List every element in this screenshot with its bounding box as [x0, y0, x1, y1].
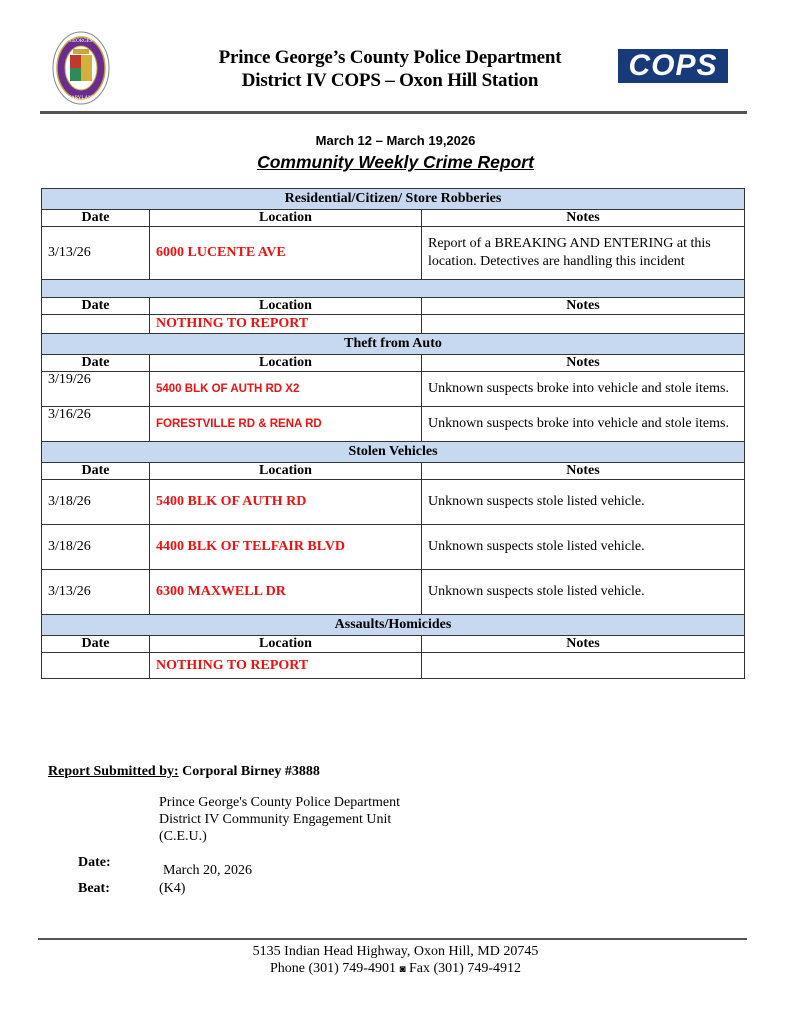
row-date	[42, 315, 150, 334]
row-notes	[422, 653, 745, 679]
section-title	[42, 280, 745, 298]
row-notes: Unknown suspects stole listed vehicle.	[422, 570, 745, 615]
section-header-theft-from-auto	[42, 334, 745, 355]
separator-icon: ◙	[399, 964, 406, 975]
svg-text:GEORGES: GEORGES	[69, 39, 93, 44]
table-row	[42, 525, 745, 570]
report-date-range: March 12 – March 19,2026	[315, 133, 476, 148]
column-notes: Notes	[422, 463, 745, 480]
svg-text:MARYLAND: MARYLAND	[66, 96, 96, 101]
column-location: Location	[150, 463, 422, 480]
section-title: Stolen Vehicles	[42, 442, 745, 463]
row-location: 6000 LUCENTE AVE	[150, 227, 422, 280]
column-header-row	[42, 355, 745, 372]
cops-logo-text: COPS	[628, 49, 718, 82]
column-date: Date	[42, 636, 150, 653]
row-location: 6300 MAXWELL DR	[150, 570, 422, 615]
crime-report-table	[41, 188, 745, 679]
row-date: 3/16/26	[42, 407, 150, 442]
submitting-unit	[159, 794, 400, 845]
table-row	[42, 407, 745, 442]
column-location: Location	[150, 636, 422, 653]
row-location: 4400 BLK OF TELFAIR BLVD	[150, 525, 422, 570]
row-date	[42, 653, 150, 679]
column-date: Date	[42, 463, 150, 480]
row-notes: Unknown suspects stole listed vehicle.	[422, 480, 745, 525]
report-title: Community Weekly Crime Report	[257, 152, 534, 172]
row-date: 3/18/26	[42, 480, 150, 525]
footer-address: 5135 Indian Head Highway, Oxon Hill, MD 20745	[252, 944, 539, 959]
section-header-stolen-vehicles	[42, 442, 745, 463]
table-row	[42, 480, 745, 525]
row-date: 3/13/26	[42, 227, 150, 280]
section-header-assaults-homicides	[42, 615, 745, 636]
date-label: Date:	[78, 855, 111, 870]
department-title	[130, 46, 650, 92]
column-date: Date	[42, 210, 150, 227]
submitted-by-label: Report Submitted by:	[48, 764, 179, 779]
column-header-row	[42, 636, 745, 653]
column-notes: Notes	[422, 298, 745, 315]
column-header-row	[42, 210, 745, 227]
column-location: Location	[150, 298, 422, 315]
row-notes: Unknown suspects stole listed vehicle.	[422, 525, 745, 570]
column-notes: Notes	[422, 355, 745, 372]
table-row	[42, 227, 745, 280]
row-location: NOTHING TO REPORT	[150, 315, 422, 334]
row-location: FORESTVILLE RD & RENA RD	[150, 407, 422, 442]
footer-divider	[38, 938, 747, 940]
table-row	[42, 653, 745, 679]
footer	[0, 943, 791, 978]
column-location: Location	[150, 355, 422, 372]
row-date: 3/19/26	[42, 372, 150, 407]
column-date: Date	[42, 298, 150, 315]
section-header-robberies	[42, 189, 745, 210]
column-header-row	[42, 298, 745, 315]
column-notes: Notes	[422, 210, 745, 227]
beat-label: Beat:	[78, 881, 110, 896]
beat-value: (K4)	[159, 881, 186, 896]
report-submitted-by	[48, 764, 320, 780]
column-date: Date	[42, 355, 150, 372]
table-row	[42, 372, 745, 407]
section-title: Assaults/Homicides	[42, 615, 745, 636]
column-location: Location	[150, 210, 422, 227]
section-header-blank	[42, 280, 745, 298]
row-notes: Report of a BREAKING AND ENTERING at this location. Detectives are handling this incident	[422, 227, 745, 280]
section-title: Theft from Auto	[42, 334, 745, 355]
station-name: District IV COPS – Oxon Hill Station	[241, 70, 539, 91]
department-name: Prince George’s County Police Department	[218, 47, 562, 68]
row-notes: Unknown suspects broke into vehicle and stole items.	[422, 407, 745, 442]
submitting-officer: Corporal Birney #3888	[178, 764, 320, 779]
row-location: 5400 BLK OF AUTH RD	[150, 480, 422, 525]
footer-fax: Fax (301) 749-4912	[409, 961, 522, 976]
unit-line-2: District IV Community Engagement Unit	[159, 812, 392, 827]
table-row	[42, 315, 745, 334]
table-row	[42, 570, 745, 615]
row-notes: Unknown suspects broke into vehicle and stole items.	[422, 372, 745, 407]
cops-logo	[618, 49, 728, 83]
section-title: Residential/Citizen/ Store Robberies	[42, 189, 745, 210]
unit-line-3: (C.E.U.)	[159, 829, 207, 844]
row-location: 5400 BLK OF AUTH RD X2	[150, 372, 422, 407]
footer-phone: Phone (301) 749-4901	[269, 961, 396, 976]
column-header-row	[42, 463, 745, 480]
row-date: 3/18/26	[42, 525, 150, 570]
header-divider	[40, 111, 747, 114]
footer-contact	[0, 960, 791, 978]
row-location: NOTHING TO REPORT	[150, 653, 422, 679]
row-date: 3/13/26	[42, 570, 150, 615]
seal-icon	[52, 31, 110, 105]
unit-line-1: Prince George's County Police Department	[159, 795, 400, 810]
column-notes: Notes	[422, 636, 745, 653]
date-value: March 20, 2026	[163, 863, 253, 878]
row-notes	[422, 315, 745, 334]
county-seal-logo	[52, 31, 110, 105]
